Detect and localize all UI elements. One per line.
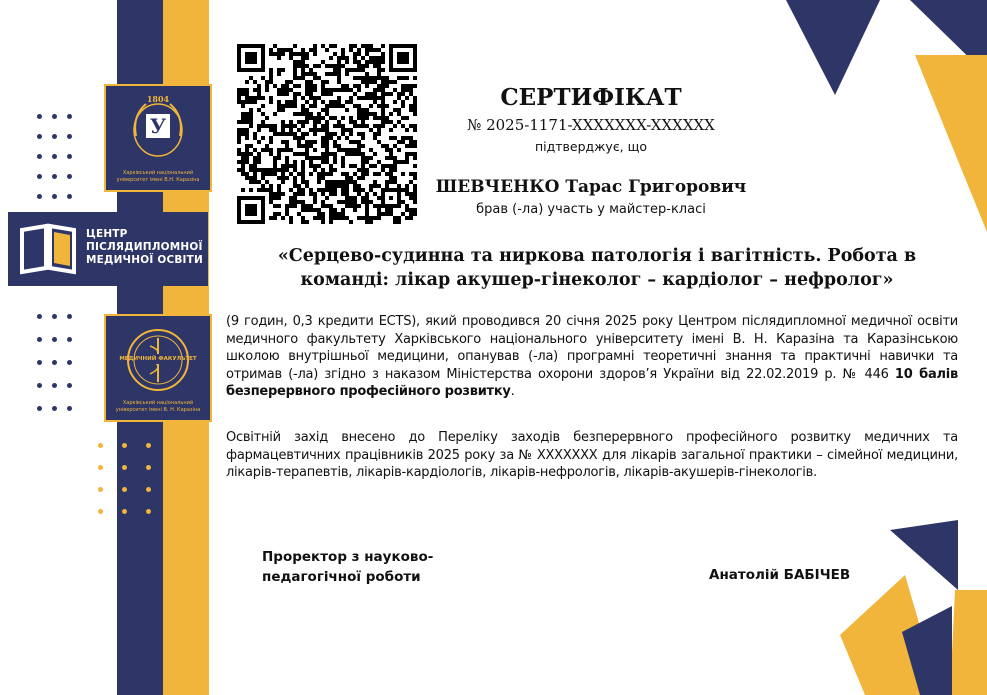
center-name-line3: МЕДИЧНОЇ ОСВІТИ xyxy=(86,254,204,266)
course-title xyxy=(232,244,962,292)
confirms-text: підтверджує, що xyxy=(534,139,648,154)
signatory-position xyxy=(262,547,433,587)
university-letter: У xyxy=(149,114,167,138)
university-caption: Харківський національний університет імені В.Н. Каразіна xyxy=(116,170,200,183)
center-logo xyxy=(8,212,208,286)
university-year: 1804 xyxy=(146,94,170,104)
faculty-caption: Харківський національний університет імені В. Н. Каразіна xyxy=(115,400,201,413)
body-paragraph-1-end: . xyxy=(510,384,515,400)
center-name-line1: ЦЕНТР xyxy=(86,228,128,240)
corner-decoration-top-right xyxy=(740,0,987,250)
university-emblem xyxy=(104,84,212,192)
certificate-number: № 2025-1171-XXXXXXX-XXXXXX xyxy=(467,116,715,134)
qr-code xyxy=(237,44,417,224)
corner-decoration-bottom-right xyxy=(840,520,987,695)
book-logo-icon xyxy=(18,222,78,276)
participation-text: брав (-ла) участь у майстер-класі xyxy=(476,202,706,217)
center-name-line2: ПІСЛЯДИПЛОМНОЇ xyxy=(86,241,203,253)
signatory-position-line2: педагогічної роботи xyxy=(262,569,421,585)
faculty-emblem xyxy=(104,314,212,422)
certificate-title: СЕРТИФІКАТ xyxy=(500,84,682,111)
signatory-position-line1: Проректор з науково- xyxy=(262,549,434,565)
course-title-line1: «Серцево-судинна та ниркова патологія і вагітність. Робота в xyxy=(277,246,917,266)
body-paragraph-1-text: (9 годин, 0,3 кредити ECTS), який проводився 20 січня 2025 року Центром післядипломної медичної освіти медичного факультету Харківського національного університету імені В. Н. Каразіна та Каразінською школою внутрішньої медицини, опанував (-ла) програмні теоретичні знання та практичні навички та отримав (-ла) згідно з наказом Міністерства охорони здоров’я України від 22.02.2019 р. № 446 xyxy=(226,314,958,382)
body-paragraph-2: Освітній захід внесено до Переліку заходів безперервного професійного розвитку медичних та фармацевтичних працівників 2025 року за № XXXXXXX для лікарів загальної практики – сімейної медицини, лікарів-терапевтів, лікарів-кардіологів, лікарів-нефрологів, лікарів-акушерів-гінекологів. xyxy=(226,430,958,481)
faculty-badge: МЕДИЧНИЙ ФАКУЛЬТЕТ xyxy=(119,356,197,362)
signatory-name: Анатолій БАБІЧЕВ xyxy=(709,567,851,583)
course-title-line2: команді: лікар акушер-гінеколог – кардіолог – нефролог» xyxy=(300,270,894,290)
body-paragraph-1-bold: 10 балів безперервного професійного розвитку xyxy=(226,366,958,400)
body-paragraph-1 xyxy=(226,313,958,401)
recipient-name: ШЕВЧЕНКО Тарас Григорович xyxy=(435,177,747,197)
